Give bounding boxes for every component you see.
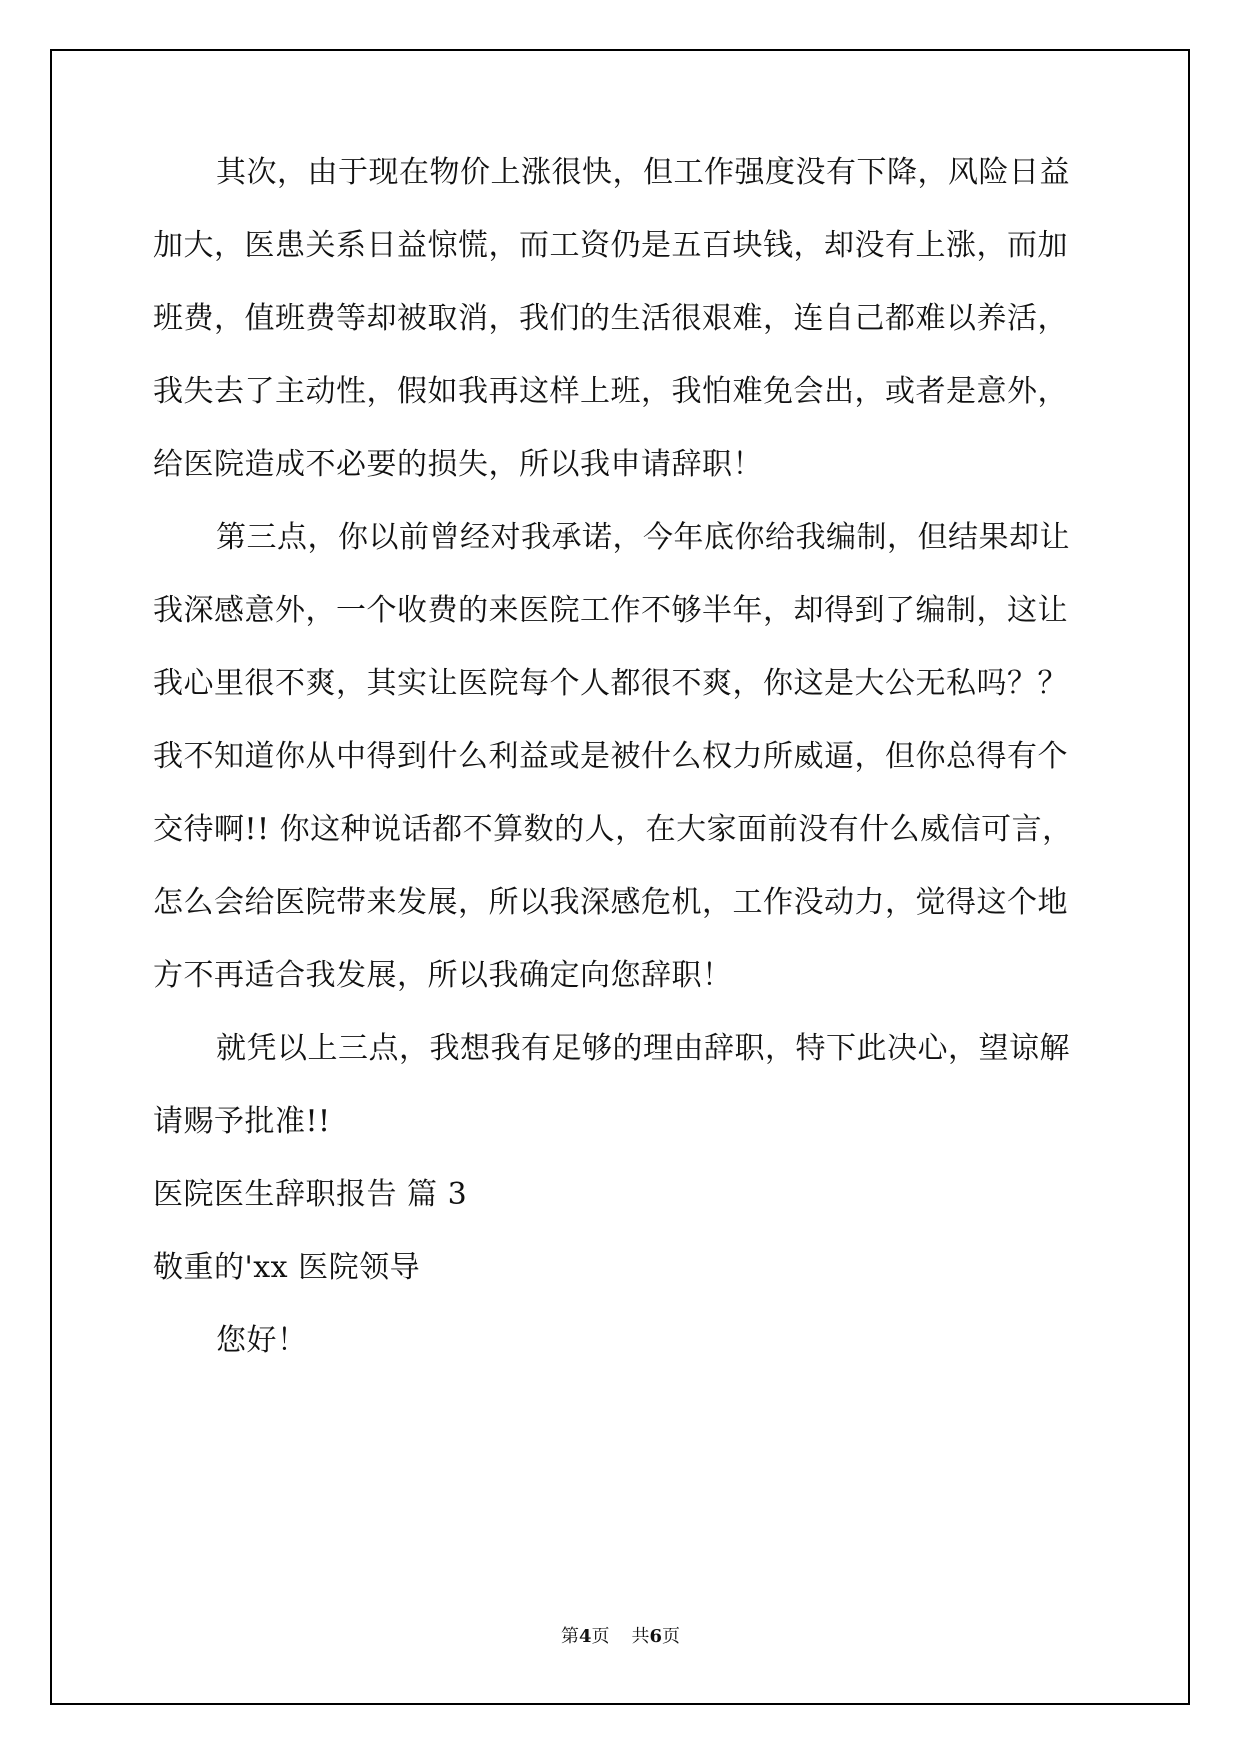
total-prefix: 共 bbox=[631, 1626, 650, 1647]
page-footer bbox=[0, 1622, 1241, 1648]
paragraph-line: 我不知道你从中得到什么利益或是被什么权力所威逼，但你总得有个 bbox=[153, 739, 1068, 774]
page-current-number: 4 bbox=[578, 1626, 592, 1647]
paragraph-line: 就凭以上三点，我想我有足够的理由辞职，特下此决心，望谅解 bbox=[216, 1031, 1070, 1066]
paragraph-line: 加大，医患关系日益惊慌，而工资仍是五百块钱，却没有上涨，而加 bbox=[153, 228, 1068, 263]
page-suffix: 页 bbox=[591, 1626, 610, 1647]
paragraph-line: 我心里很不爽，其实让医院每个人都很不爽，你这是大公无私吗？？ bbox=[153, 666, 1068, 701]
page-total-number: 6 bbox=[649, 1626, 663, 1647]
paragraph-line: 班费，值班费等却被取消，我们的生活很艰难，连自己都难以养活， bbox=[153, 301, 1068, 336]
total-suffix: 页 bbox=[662, 1626, 681, 1647]
page-prefix: 第 bbox=[560, 1626, 579, 1647]
salutation: 敬重的'xx 医院领导 bbox=[153, 1250, 421, 1285]
paragraph-line: 方不再适合我发展，所以我确定向您辞职！ bbox=[153, 958, 733, 993]
paragraph-line: 第三点，你以前曾经对我承诺，今年底你给我编制，但结果却让 bbox=[216, 520, 1070, 555]
greeting: 您好！ bbox=[216, 1323, 308, 1358]
section-heading: 医院医生辞职报告 篇 3 bbox=[153, 1177, 468, 1212]
paragraph-line: 我失去了主动性，假如我再这样上班，我怕难免会出，或者是意外， bbox=[153, 374, 1068, 409]
paragraph-line: 请赐予批准!! bbox=[153, 1104, 331, 1139]
paragraph-line: 交待啊!! 你这种说话都不算数的人，在大家面前没有什么威信可言， bbox=[153, 812, 1073, 847]
page-border bbox=[50, 49, 1190, 1705]
paragraph-line: 我深感意外，一个收费的来医院工作不够半年，却得到了编制，这让 bbox=[153, 593, 1068, 628]
paragraph-line: 怎么会给医院带来发展，所以我深感危机，工作没动力，觉得这个地 bbox=[153, 885, 1068, 920]
paragraph-line: 给医院造成不必要的损失，所以我申请辞职！ bbox=[153, 447, 763, 482]
paragraph-line: 其次，由于现在物价上涨很快，但工作强度没有下降，风险日益 bbox=[216, 155, 1070, 190]
